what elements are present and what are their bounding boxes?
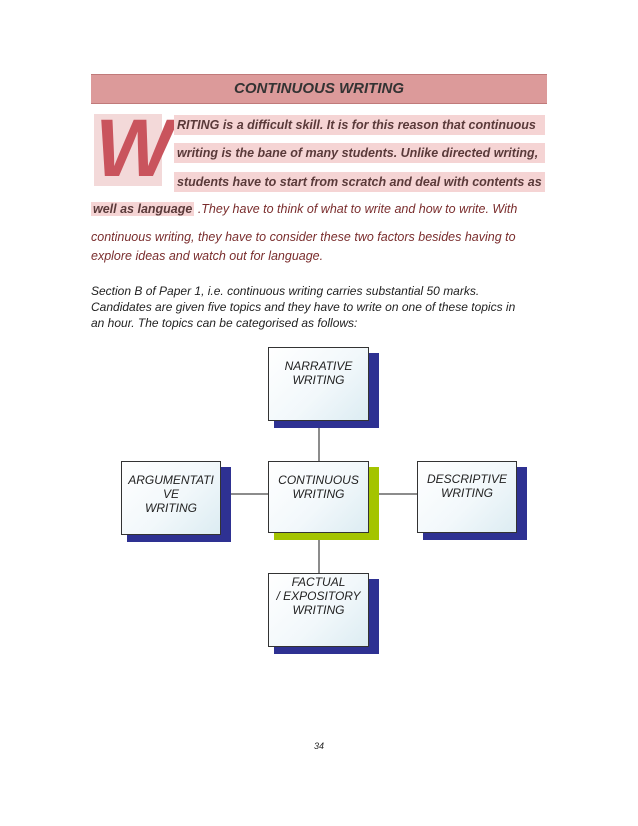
section-b-line-3: an hour. The topics can be categorised as follows: xyxy=(91,316,358,330)
intro-line-5: continuous writing, they have to consider these two factors besides having to xyxy=(91,230,516,244)
factual-node-line-2: / EXPOSITORY xyxy=(276,589,361,603)
intro-line-4-text: .They have to think of what to write and how to write. With xyxy=(194,202,518,216)
descriptive-node-line-2: WRITING xyxy=(441,486,493,500)
dropcap-letter: W xyxy=(95,103,173,194)
narrative-node-line-1: NARRATIVE xyxy=(284,359,353,373)
factual-expository-writing-node xyxy=(268,573,369,647)
section-b-line-2: Candidates are given five topics and they have to write on one of these topics in xyxy=(91,300,516,314)
intro-highlight-line-1: RITING is a difficult skill. It is for this reason that continuous xyxy=(174,115,545,135)
narrative-node-line-2: WRITING xyxy=(292,373,345,387)
argumentative-writing-node xyxy=(121,461,221,535)
section-b-line-1: Section B of Paper 1, i.e. continuous writing carries substantial 50 marks. xyxy=(91,284,480,298)
intro-line-6: explore ideas and watch out for language. xyxy=(91,249,324,263)
factual-node-line-1: FACTUAL xyxy=(291,575,346,589)
continuous-writing-node xyxy=(268,461,369,533)
intro-line-4 xyxy=(91,202,517,216)
title-bar xyxy=(91,74,547,104)
descriptive-node-line-1: DESCRIPTIVE xyxy=(426,472,507,486)
narrative-writing-node xyxy=(268,347,369,421)
continuous-node-line-1: CONTINUOUS xyxy=(278,473,359,487)
connector-bottom xyxy=(318,539,320,573)
argumentative-node-line-1: ARGUMENTATI xyxy=(128,473,214,487)
argumentative-node-line-2: VE xyxy=(162,487,179,501)
argumentative-node-line-3: WRITING xyxy=(145,501,197,515)
page-number: 34 xyxy=(313,741,324,751)
descriptive-writing-node xyxy=(417,461,517,533)
factual-node-line-3: WRITING xyxy=(292,603,345,617)
section-b-paragraph xyxy=(91,283,547,331)
page-title: CONTINUOUS WRITING xyxy=(234,80,404,97)
intro-highlight-line-3: students have to start from scratch and deal with contents as xyxy=(174,172,545,192)
intro-highlight-line-2: writing is the bane of many students. Unlike directed writing, xyxy=(174,143,545,163)
continuous-node-line-2: WRITING xyxy=(292,487,345,501)
intro-highlight-inline: well as language xyxy=(93,202,193,216)
